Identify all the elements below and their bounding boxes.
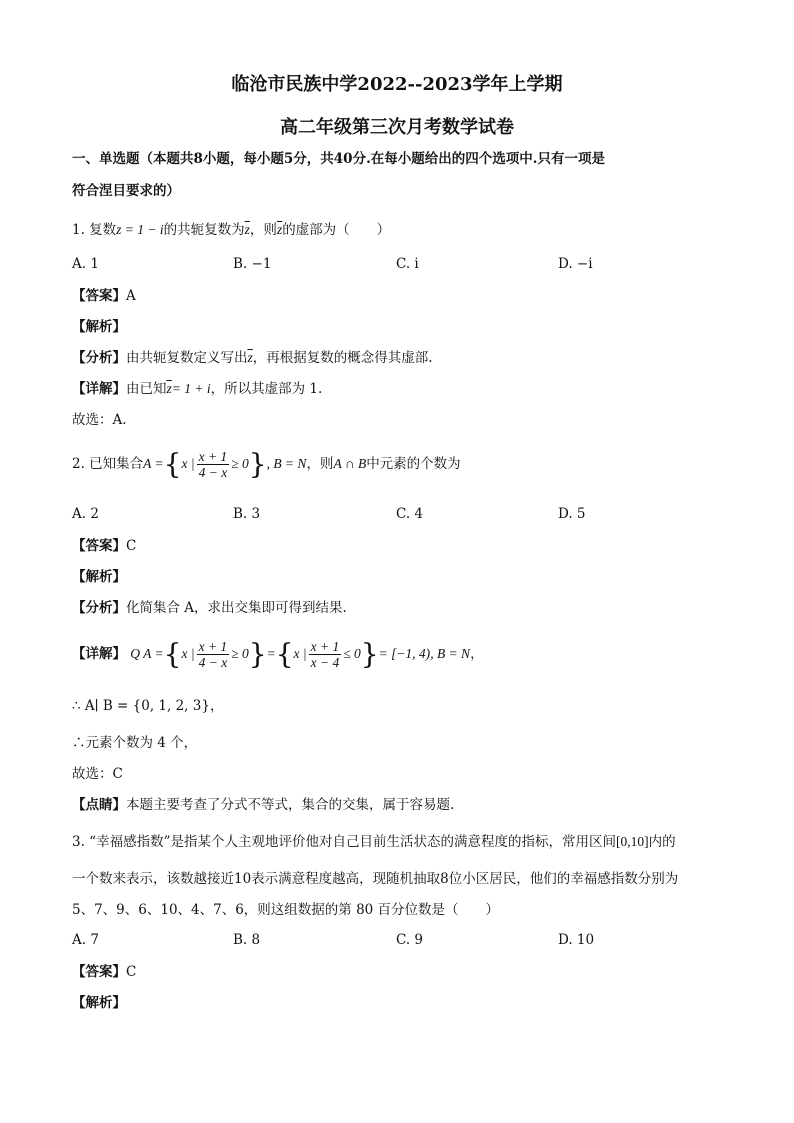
q3-option-a: A. 7 [72,932,99,948]
q3-option-c: C. 9 [396,932,424,948]
q2-fenxi [72,599,347,617]
xiangjie-tag: 【详解】 [72,646,126,662]
q2-xj-den1: 4 − x [198,655,228,670]
q2-set-b: , B = N [266,456,307,471]
q1-fenxi-zbar: $\overline{z}$ [247,350,253,365]
q2-xj-end: ， [470,646,484,662]
q2-xj-eq: = [266,646,276,661]
answer-tag: 【答案】 [72,288,126,304]
q1-zbar-2: $\overline{z}$ [276,222,283,237]
q1-option-d: D. −i [558,256,593,272]
q2-option-c: C. 4 [396,506,424,522]
q2-xj-fraction-2 [309,639,342,670]
q2-set-x: x | [181,456,195,471]
q1-stem-b: 的共轭复数为 [163,222,245,238]
q1-analysis-tag: 【解析】 [72,319,126,335]
q1-xiangjie-b: ，所以其虚部为 1. [210,381,323,397]
q2-xj-b: , B = N [430,646,471,661]
right-brace: } [248,447,267,481]
q2-xj-x2: x | [293,646,307,661]
exam-title-line2: 高二年级第三次月考数学试卷 [280,117,514,138]
answer-value: A [126,288,136,304]
q2-set-a: A = [143,456,164,471]
q2-dianjing-text: 本题主要考查了分式不等式，集合的交集，属于容易题. [126,797,455,813]
q3-line1-a: 3. “幸福感指数”是指某个人主观地评价他对自己目前生活状态的满意程度的指标，常用区间 [72,834,616,850]
exam-title-line1: 临沧市民族中学2022--2023学年上学期 [231,74,563,95]
q2-therefore-1: ∴ A∣ B = {0, 1, 2, 3}， [72,698,224,714]
q2-fraction [197,449,230,480]
q2-dianjing [72,796,454,814]
q1-expr-z: z = 1 − i [116,222,164,237]
q2-xj-ge: ≥ 0 [231,646,249,661]
q1-zbar: $\overline{z}$ [244,222,250,237]
q2-stem-b: ，则 [306,456,334,472]
q2-xj-res: = [−1, 4) [378,646,431,661]
q3-analysis-tag: 【解析】 [72,995,126,1011]
left-brace: { [163,637,182,671]
q1-fenxi-a: 由共轭复数定义写出 [126,350,248,366]
q2-analysis-tag: 【解析】 [72,569,126,585]
left-brace: { [163,447,182,481]
q1-fenxi [72,349,433,367]
q1-option-a: A. 1 [72,256,99,272]
q2-stem-c: 中元素的个数为 [366,456,461,472]
question-3-line-2: 一个数来表示，该数越接近10表示满意程度越高，现随机抽取8位小区居民，他们的幸福感指数分别为 [72,871,679,887]
fenxi-tag: 【分析】 [72,600,126,616]
left-brace: { [275,637,294,671]
q1-xiangjie [72,380,322,398]
question-3-line-1 [72,833,676,851]
q2-xj-le: ≤ 0 [343,646,361,661]
q2-therefore-2: ∴元素个数为 4 个， [72,735,198,751]
q2-xj-den2: x − 4 [310,655,340,670]
q2-option-d: D. 5 [558,506,586,522]
q1-stem-d: 的虚部为（ ） [282,222,391,238]
question-3-line-3: 5、7、9、6、10、4、7、6，则这组数据的第 80 百分位数是（ ） [72,902,500,918]
section-heading-cont: 符合涅目要求的） [72,183,180,199]
q1-xiangjie-a: 由已知 [126,381,167,397]
q2-xj-x: x | [181,646,195,661]
question-1-stem [72,221,390,239]
q3-option-d: D. 10 [558,932,595,948]
right-brace: } [248,637,267,671]
q1-stem-a: 1. 复数 [72,222,117,238]
q3-interval: [0,10] [615,834,649,849]
q2-ge0: ≥ 0 [231,456,249,471]
q1-stem-c: ，则 [249,222,277,238]
answer-value: C [126,538,137,554]
q2-option-b: B. 3 [233,506,261,522]
section-heading: 一、单选题（本题共8小题，每小题5分，共40分.在每小题给出的四个选项中.只有一项是 [72,151,605,167]
q1-answer [72,287,136,305]
q1-xiangjie-zbar: $\overline{z}$ [166,381,172,396]
q2-choose: 故选：C [72,766,123,782]
q2-answer [72,537,136,555]
right-brace: } [360,637,379,671]
q2-option-a: A. 2 [72,506,99,522]
q2-den: 4 − x [198,465,228,480]
q3-line1-b: 内的 [648,834,676,850]
q2-xiangjie [72,638,484,670]
q2-cap: A ∩ B [333,456,367,471]
question-2-stem [72,448,461,480]
answer-tag: 【答案】 [72,964,126,980]
q1-choose: 故选：A. [72,412,127,428]
q1-fenxi-b: ，再根据复数的概念得其虚部. [252,350,433,366]
q2-num: x + 1 [198,449,228,464]
answer-value: C [126,964,137,980]
q1-option-b: B. −1 [233,256,272,272]
xiangjie-tag: 【详解】 [72,381,126,397]
q2-xj-q: Q A = [130,646,164,661]
q2-xj-fraction-1 [197,639,230,670]
q2-xj-num1: x + 1 [198,639,228,654]
q3-answer [72,963,136,981]
dianjing-tag: 【点睛】 [72,797,126,813]
answer-tag: 【答案】 [72,538,126,554]
q3-option-b: B. 8 [233,932,261,948]
q2-fenxi-text: 化简集合 A，求出交集即可得到结果. [126,600,347,616]
fenxi-tag: 【分析】 [72,350,126,366]
q1-xiangjie-expr: = 1 + i [171,381,211,396]
q2-xj-num2: x + 1 [310,639,340,654]
q1-option-c: C. i [396,256,419,272]
q2-stem-a: 2. 已知集合 [72,456,144,472]
